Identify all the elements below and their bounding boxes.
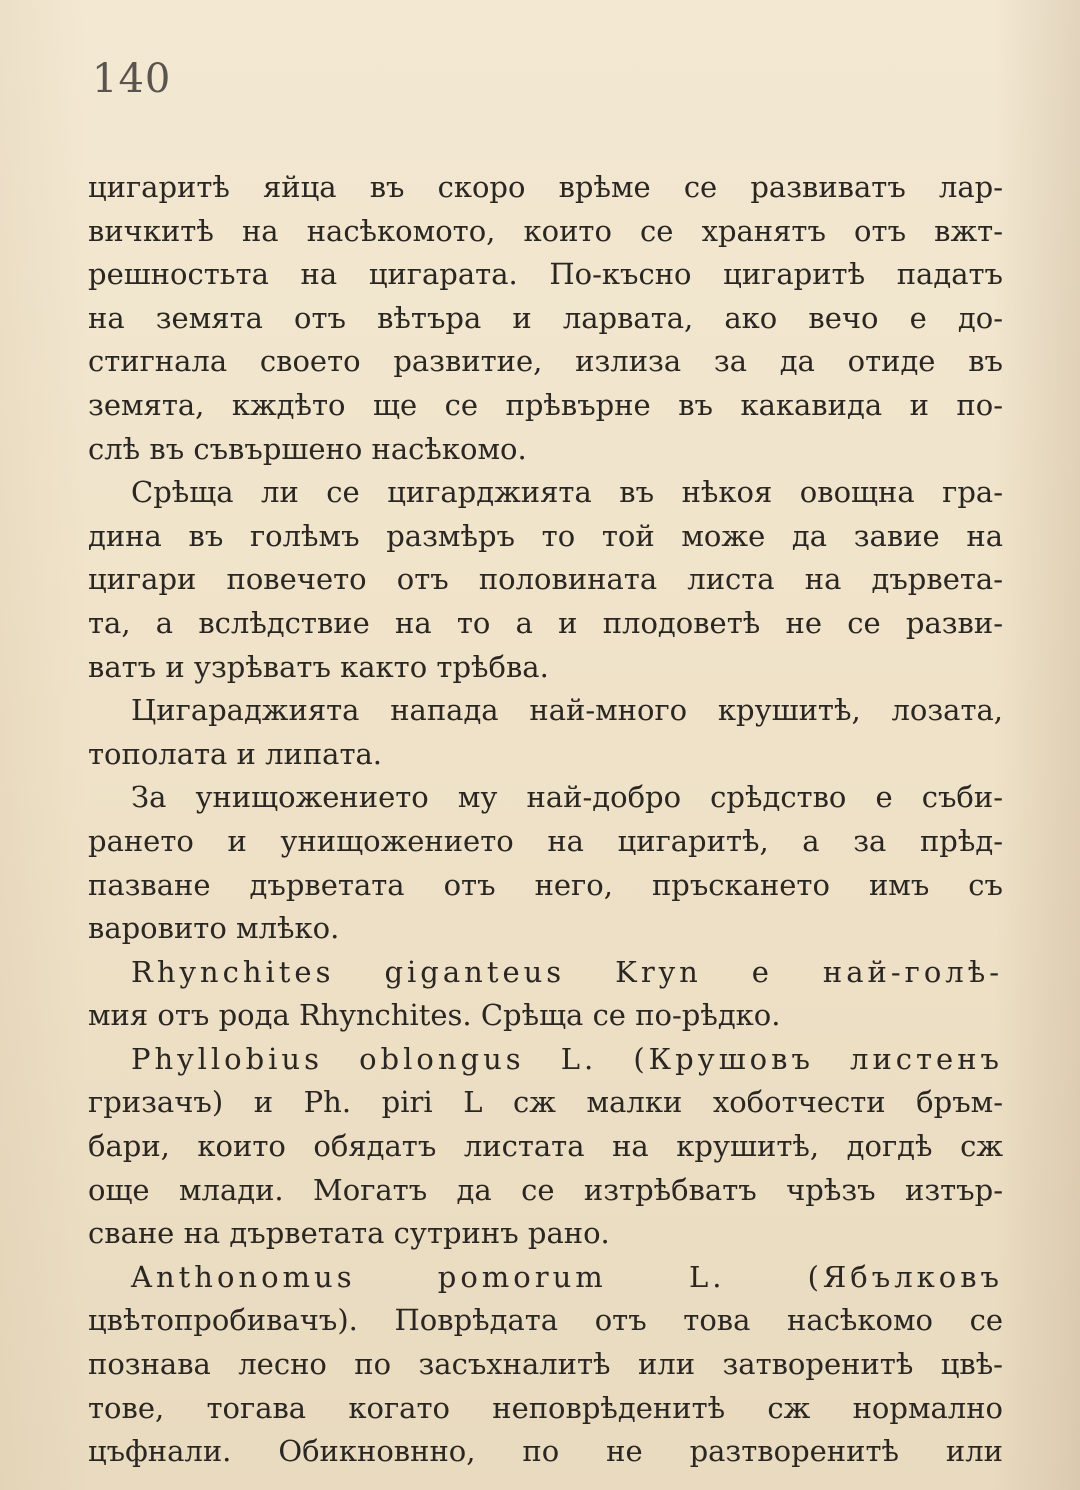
text-line: Anthonomus pomorum L. (Ябълковъ [131, 1259, 1003, 1294]
text-line: тополата и липата. [88, 736, 383, 771]
text-line: решностьта на цигарата. По-късно цигаритѣ падатъ [88, 257, 1003, 292]
text-line: Срѣща ли се цигарджията въ нѣкоя овощна гра- [131, 475, 1003, 510]
text-line: пазване дърветата отъ него, пръскането имъ съ [88, 867, 1003, 902]
text-line: стигнала своето развитие, излиза за да отиде въ [88, 344, 1003, 379]
text-line: За унищожението му най-добро срѣдство е съби- [131, 780, 1003, 815]
text-line: Phyllobius oblongus L. (Крушовъ листенъ [131, 1041, 1003, 1076]
text-line: земята, кждѣто ще се прѣвърне въ какавида и по- [88, 387, 1003, 422]
text-line: мия отъ рода Rhynchites. Срѣща се по-рѣдко. [88, 998, 781, 1033]
text-line: цвѣтопробивачъ). Поврѣдата отъ това насѣкомо се [88, 1303, 1003, 1338]
text-line: та, а вслѣдствие на то а и плодоветѣ не се разви- [88, 605, 1003, 640]
text-line: Rhynchites giganteus Kryn е най-голѣ- [131, 954, 1003, 989]
text-line: дина въ голѣмъ размѣръ то той може да завие на [88, 518, 1003, 553]
text-line: тове, тогава когато неповрѣденитѣ сж нормално [88, 1390, 1003, 1425]
text-line: ватъ и узрѣватъ както трѣбва. [88, 649, 549, 684]
text-line: на земята отъ вѣтъра и ларвата, ако вечо е до- [88, 300, 1003, 335]
text-line: сване на дърветата сутринъ рано. [88, 1216, 610, 1251]
text-line: цигаритѣ яйца въ скоро врѣме се развиватъ лар- [88, 170, 1003, 204]
text-line: гризачъ) и Ph. piri L сж малки хоботчести бръм- [88, 1085, 1003, 1120]
page-number: 140 [92, 56, 172, 102]
text-line: вичкитѣ на насѣкомото, които се хранятъ отъ вжт- [88, 213, 1003, 248]
text-line: слѣ въ съвършено насѣкомо. [88, 431, 527, 466]
text-line: цъфнали. Обикновнно, по не разтворенитѣ или [88, 1434, 1003, 1469]
text-line: цигари повечето отъ половината листа на дървета- [88, 562, 1003, 597]
text-line: бари, които обядатъ листата на крушитѣ, догдѣ сж [88, 1129, 1003, 1164]
text-line: Цигараджията напада най-много крушитѣ, лозата, [131, 693, 1003, 728]
text-line: рането и унищожението на цигаритѣ, а за прѣд- [88, 823, 1003, 858]
text-line: още млади. Могатъ да се изтрѣбватъ чрѣзъ изтър- [88, 1172, 1003, 1207]
text-line: варовито млѣко. [88, 911, 340, 946]
body-text [88, 166, 1003, 1474]
text-line: познава лесно по засъхналитѣ или затворенитѣ цвѣ- [88, 1347, 1003, 1382]
